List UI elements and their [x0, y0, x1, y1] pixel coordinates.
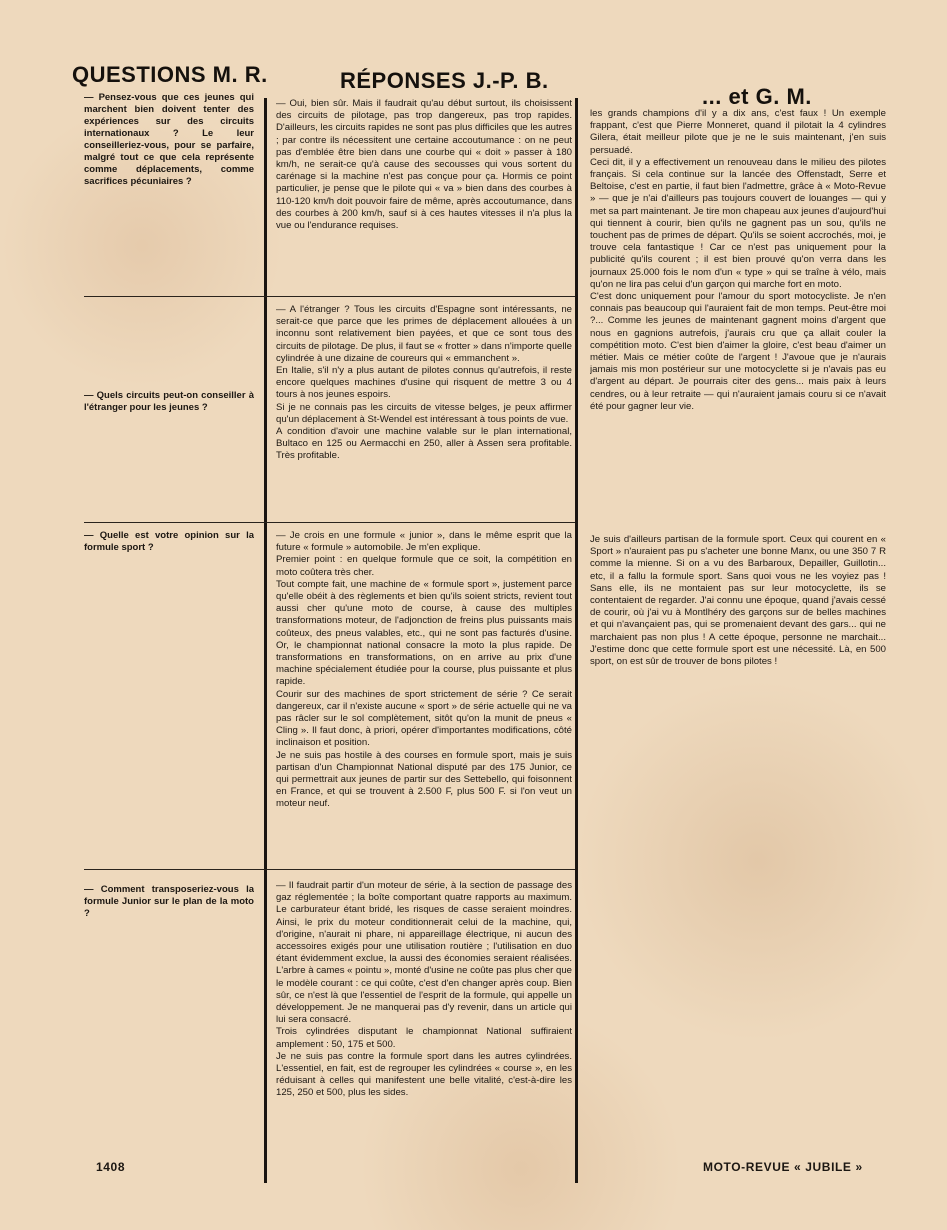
column-divider-right — [575, 98, 578, 1183]
magazine-footer: MOTO-REVUE « JUBILE » — [703, 1160, 863, 1174]
column-divider-left — [264, 98, 267, 1183]
row-divider — [84, 522, 575, 523]
answer-jpb-1: — Oui, bien sûr. Mais il faudrait qu'au début surtout, ils choisissent des circuits de pilotage, pas trop dangereux, pas trop rapides. D'ailleurs, les circuits rapides ne sont pas plus difficiles que les autres ; par contre ils nécessitent une certaine accoutumance : on ne peut pas d'emblée être bien dans une courbe qui « doit » passer à 180 km/h, ne serait-ce qu'à cause des secousses qui vous sortent du carénage si la machine n'est pas conçue pour ça. Hormis ce point particulier, je pense que le pilote qui « va » bien dans des courbes à 110-120 km/h doit pouvoir faire de même, après accoutumance, dans des courbes à 200 km/h, sauf si à ces hautes vitesses il n'a plus la vue ou l'endurance requises. — [276, 98, 572, 232]
answer-jpb-3: — Je crois en une formule « junior », dans le même esprit que la future « formule » automobile. Je m'en explique. Premier point : en quelque formule que ce soit, la compétition en moto coûtera très cher. Tout compte fait, une machine de « formule sport », justement parce qu'elle obéit à des règlements et bien qu'ils soient stricts, revient tout aussi cher qu'une moto de course, à cause des multiples transformations moteur, de l'adjonction de freins plus puissants mais coûteux, des pneus valables, etc., qui ne sont pas facturés d'usine. Or, le championnat national consacre la moto la plus rapide. De transformations en transformations, on en arrive au prix d'une machine spécialement étudiée pour la course, plus puissante et plus rapide. Courir sur des machines de sport strictement de série ? Ce serait dangereux, car il n'existe aucune « sport » de série actuelle qui ne va pas râcler sur le sol complètement, sitôt qu'on la munit de pneus « Cling ». Il faut donc, à priori, opérer d'importantes modifications, côté inclinaison et position. Je ne suis pas hostile à des courses en formule sport, mais je suis partisan d'un Championnat National disputé par des 175 Junior, ce qui permettrait aux jeunes de partir sur des Settebello, qui foisonnent en France, et qui se trouvent à 2.500 F, plus 500 F. si l'on veut un moteur neuf. — [276, 530, 572, 810]
answer-jpb-2: — A l'étranger ? Tous les circuits d'Espagne sont intéressants, ne serait-ce que parce que les primes de déplacement allouées à un inconnu sont relativement bien payées, et que ce sont tous des circuits de pilotage. De plus, il faut se « frotter » dans n'importe quelle cylindrée à une dizaine de coureurs qui « emmanchent ». En Italie, s'il n'y a plus autant de pilotes connus qu'autrefois, il reste encore quelques machines d'usine qui risquent de mettre 3 ou 4 tours à nos jeunes espoirs. Si je ne connais pas les circuits de vitesse belges, je peux affirmer qu'un déplacement à St-Wendel est intéressant à tous points de vue. A condition d'avoir une machine valable sur le plan international, Bultaco en 125 ou Aermacchi en 250, aller à Assen sera profitable. Très profitable. — [276, 304, 572, 462]
heading-answers-jpb: RÉPONSES J.-P. B. — [340, 68, 549, 93]
answer-jpb-4: — Il faudrait partir d'un moteur de série, à la section de passage des gaz réglementée ; la boîte comportant quatre rapports au maximum. Le carburateur étant bridé, les risques de casse seraient moindres. Ainsi, le prix du moteur conditionnerait celui de la machine, qui, d'origine, n'aurait ni phare, ni appareillage électrique, ni aucun des accessoires exigés pour une utilisation routière ; l'utilisation en duo étant évidemment exclue, la aussi des économies seraient réalisées. L'arbre à cames « pointu », monté d'usine ne coûte pas plus cher que le modèle courant : ce qui coûte, c'est d'en changer après coup. Bien sûr, ce n'est là que l'essentiel de l'esprit de la formule, qui appelle un développement. Je ne manquerai pas d'y revenir, dans un article qui lui sera consacré. Trois cylindrées disputant le championnat National suffiraient amplement : 50, 175 et 500. Je ne suis pas contre la formule sport dans les autres cylindrées. L'essentiel, en fait, est de regrouper les cylindrées « course », en les réduisant à celles qui manifestent une belle vitalité, c'est-à-dire les 125, 250 et 500, plus les sides. — [276, 880, 572, 1099]
page-number: 1408 — [96, 1160, 126, 1174]
heading-questions: QUESTIONS M. R. — [72, 62, 268, 87]
question-1: — Pensez-vous que ces jeunes qui marchent bien doivent tenter des expériences sur des circuits internationaux ? Le leur conseilleriez-vous, pour se parfaire, malgré tout ce que cela représente comme déplacements, comme sacrifices pécuniaires ? — [84, 92, 254, 187]
answer-gm-2: Je suis d'ailleurs partisan de la formule sport. Ceux qui courent en « Sport » n'auraient pas pu s'acheter une bonne Manx, ou une 350 7 R comme la mienne. Si on a vu des Barbaroux, Depailler, Guillotin... etc, il a fallu la formule sport. Sans quoi vous ne les voyiez pas ! Sans elle, ils ne montaient pas sur leur motocyclette, ils se contentaient de regarder. J'ai connu une époque, quand j'avais cessé de courir, où j'ai vu à Montlhéry des garçons sur de belles machines et qui n'avançaient pas, qui se promenaient devant des gars... qui ne marchaient pas non plus ! A cette époque, personne ne marchait... J'estime donc que cette formule sport est une nécessité. Là, en 500 sport, on est sûr de trouver de bons pilotes ! — [590, 534, 886, 668]
question-2: — Quels circuits peut-on conseiller à l'étranger pour les jeunes ? — [84, 390, 254, 413]
heading-answers-gm: ... et G. M. — [702, 84, 812, 109]
question-4: — Comment transposeriez-vous la formule Junior sur le plan de la moto ? — [84, 884, 254, 919]
row-divider — [84, 869, 575, 870]
answer-gm-1: les grands champions d'il y a dix ans, c'est faux ! Un exemple frappant, c'est que Pierre Monneret, quand il pilotait la 4 cylindres Gilera, était meilleur pilote que je ne le suis maintenant, j'en suis persuadé. Ceci dit, il y a effectivement un renouveau dans le milieu des pilotes français. Si cela continue sur la lancée des Offenstadt, Serre et Beltoise, c'est en partie, il faut bien l'admettre, grâce à « Moto-Revue » — que je n'ai d'ailleurs pas toujours couvert de louanges — qui y met sa part maintenant. Je tire mon chapeau aux jeunes d'aujourd'hui qui tiennent à courir, bien qu'ils ne gagnent pas un sou, qu'ils ne touchent pas de primes de départ. Qu'ils se soient accrochés, moi, je trouve cela fantastique ! Car ce n'est pas uniquement pour la publicité qu'ils courent ; il est bien prouvé qu'on verra dans les journaux 25.000 fois le nom d'un « type » qui se traîne à vélo, mais qu'on ne lira pas celui d'un garçon qui marche fort en moto. C'est donc uniquement pour l'amour du sport motocycliste. Je n'en connais pas beaucoup qui l'auraient fait de mon temps. Peut-être moi ?... Comme les jeunes de maintenant gagnent moins d'argent que nous en gagnions autrefois, j'aurais cru que ça allait couler la compétition moto. C'est bien d'aimer la gloire, c'est beau d'aimer un métier. Mais ce métier coûte de l'argent ! J'avoue que je n'aurais jamais mis mon postérieur sur une motocyclette si je n'avais pas eu d'argent au départ. Je pourrais citer des gens... mais paix à leurs cendres, ou à leur retraite — qui n'auraient jamais couru si ce n'avait été pour gagner leur vie. — [590, 108, 886, 412]
row-divider — [84, 296, 575, 297]
question-3: — Quelle est votre opinion sur la formule sport ? — [84, 530, 254, 553]
